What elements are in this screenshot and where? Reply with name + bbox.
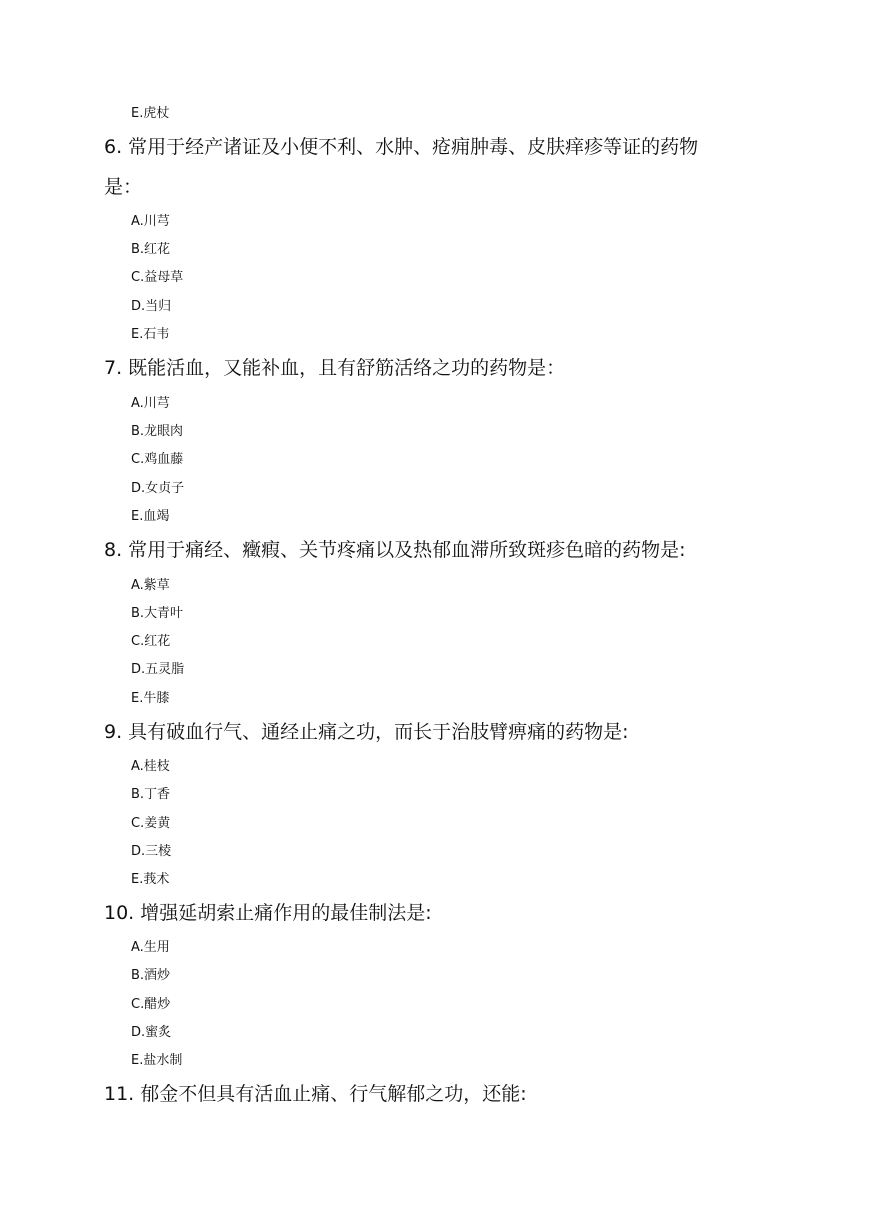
question-7-option-e: E.血竭 <box>131 509 170 524</box>
question-10-option-e: E.盐水制 <box>131 1053 183 1068</box>
question-11-text: 11. 郁金不但具有活血止痛、行气解郁之功，还能: <box>104 1083 527 1105</box>
question-10-option-b: B.酒炒 <box>131 968 171 983</box>
question-8-option-a: A.紫草 <box>131 578 170 593</box>
question-6-option-b: B.红花 <box>131 242 171 257</box>
question-8-text: 8. 常用于痛经、癥瘕、关节疼痛以及热郁血滞所致斑疹色暗的药物是: <box>104 539 686 561</box>
question-10-option-d: D.蜜炙 <box>131 1025 172 1040</box>
question-10-option-c: C.醋炒 <box>131 997 171 1012</box>
question-8-option-c: C.红花 <box>131 634 171 649</box>
question-8-option-e: E.牛膝 <box>131 691 170 706</box>
question-7-text: 7. 既能活血，又能补血，且有舒筋活络之功的药物是： <box>104 357 566 379</box>
question-8-option-b: B.大青叶 <box>131 606 184 621</box>
question-7-option-a: A.川芎 <box>131 396 170 411</box>
question-9-option-c: C.姜黄 <box>131 816 171 831</box>
question-9-option-d: D.三棱 <box>131 844 172 859</box>
question-6-option-a: A.川芎 <box>131 214 170 229</box>
question-7-option-c: C.鸡血藤 <box>131 452 184 467</box>
question-6-option-e: E.石韦 <box>131 327 170 342</box>
question-7-option-d: D.女贞子 <box>131 481 185 496</box>
question-7-option-b: B.龙眼肉 <box>131 424 184 439</box>
question-6-option-d: D.当归 <box>131 299 172 314</box>
question-6-text-continued: 是： <box>104 176 143 198</box>
option-e-previous-question: E.虎杖 <box>131 106 170 121</box>
question-6-option-c: C.益母草 <box>131 270 184 285</box>
question-9-option-a: A.桂枝 <box>131 759 170 774</box>
question-9-text: 9. 具有破血行气、通经止痛之功，而长于治肢臂痹痛的药物是: <box>104 721 629 743</box>
question-10-text: 10. 增强延胡索止痛作用的最佳制法是: <box>104 902 432 924</box>
question-8-option-d: D.五灵脂 <box>131 662 185 677</box>
question-9-option-e: E.莪术 <box>131 872 170 887</box>
question-9-option-b: B.丁香 <box>131 787 171 802</box>
question-10-option-a: A.生用 <box>131 940 170 955</box>
question-6-text: 6. 常用于经产诸证及小便不利、水肿、疮痈肿毒、皮肤痒疹等证的药物 <box>104 136 699 158</box>
